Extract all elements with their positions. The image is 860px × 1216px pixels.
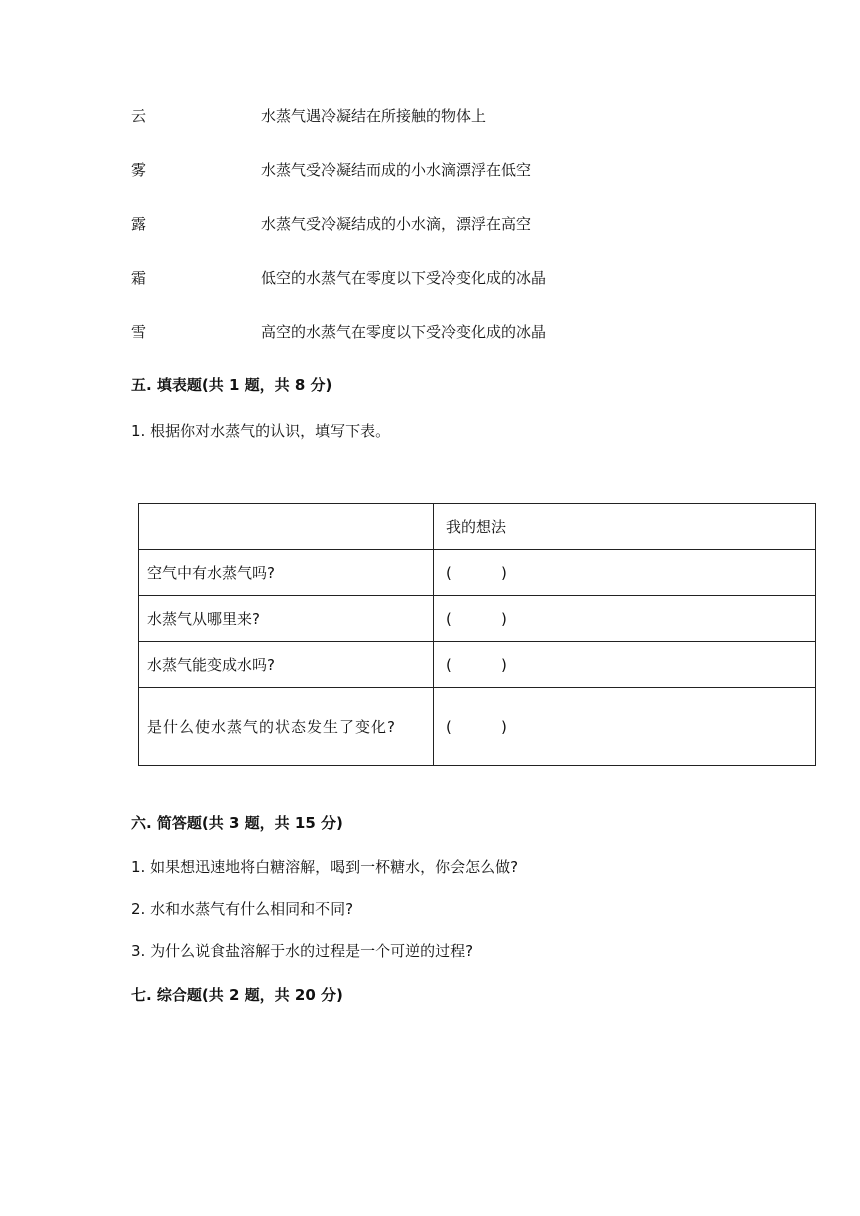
question-text: 1. 如果想迅速地将白糖溶解，喝到一杯糖水，你会怎么做? [131, 858, 519, 876]
paren-close: ) [501, 609, 507, 628]
table-row [139, 596, 816, 642]
table-question-cell: 水蒸气能变成水吗? [139, 642, 434, 688]
question-text: 1. 根据你对水蒸气的认识，填写下表。 [131, 422, 391, 440]
matching-row [0, 159, 860, 183]
paren-open: ( [446, 655, 452, 674]
matching-term: 云 [131, 107, 147, 125]
matching-row [0, 213, 860, 237]
answer-blank[interactable] [434, 642, 816, 688]
table-header-answer: 我的想法 [434, 504, 816, 550]
matching-description: 水蒸气受冷凝结成的小水滴，漂浮在高空 [261, 215, 532, 233]
matching-row [0, 267, 860, 291]
matching-term: 雾 [131, 161, 147, 179]
answer-blank[interactable] [434, 550, 816, 596]
table-row [139, 642, 816, 688]
matching-description: 低空的水蒸气在零度以下受冷变化成的冰晶 [261, 269, 547, 287]
table-row [139, 688, 816, 766]
matching-description: 高空的水蒸气在零度以下受冷变化成的冰晶 [261, 323, 547, 341]
matching-term: 霜 [131, 269, 147, 287]
table-question-cell: 空气中有水蒸气吗? [139, 550, 434, 596]
table-header-blank [139, 504, 434, 550]
paren-close: ) [501, 717, 507, 736]
paren-close: ) [501, 655, 507, 674]
matching-description: 水蒸气受冷凝结而成的小水滴漂浮在低空 [261, 161, 532, 179]
table-header-row [139, 504, 816, 550]
paren-open: ( [446, 563, 452, 582]
table-question-cell: 是什么使水蒸气的状态发生了变化? [139, 688, 434, 766]
question-text: 3. 为什么说食盐溶解于水的过程是一个可逆的过程? [131, 942, 474, 960]
fill-table [138, 503, 816, 766]
paren-open: ( [446, 609, 452, 628]
matching-description: 水蒸气遇冷凝结在所接触的物体上 [261, 107, 487, 125]
section-heading-5: 五. 填表题(共 1 题，共 8 分) [131, 376, 333, 394]
section-heading-6: 六. 简答题(共 3 题，共 15 分) [131, 814, 343, 832]
matching-term: 露 [131, 215, 147, 233]
paren-open: ( [446, 717, 452, 736]
answer-blank[interactable] [434, 596, 816, 642]
paren-close: ) [501, 563, 507, 582]
matching-row [0, 105, 860, 129]
table-row [139, 550, 816, 596]
section-heading-7: 七. 综合题(共 2 题，共 20 分) [131, 986, 343, 1004]
answer-blank[interactable] [434, 688, 816, 766]
table-question-cell: 水蒸气从哪里来? [139, 596, 434, 642]
question-text: 2. 水和水蒸气有什么相同和不同? [131, 900, 354, 918]
matching-term: 雪 [131, 323, 147, 341]
matching-row [0, 321, 860, 345]
